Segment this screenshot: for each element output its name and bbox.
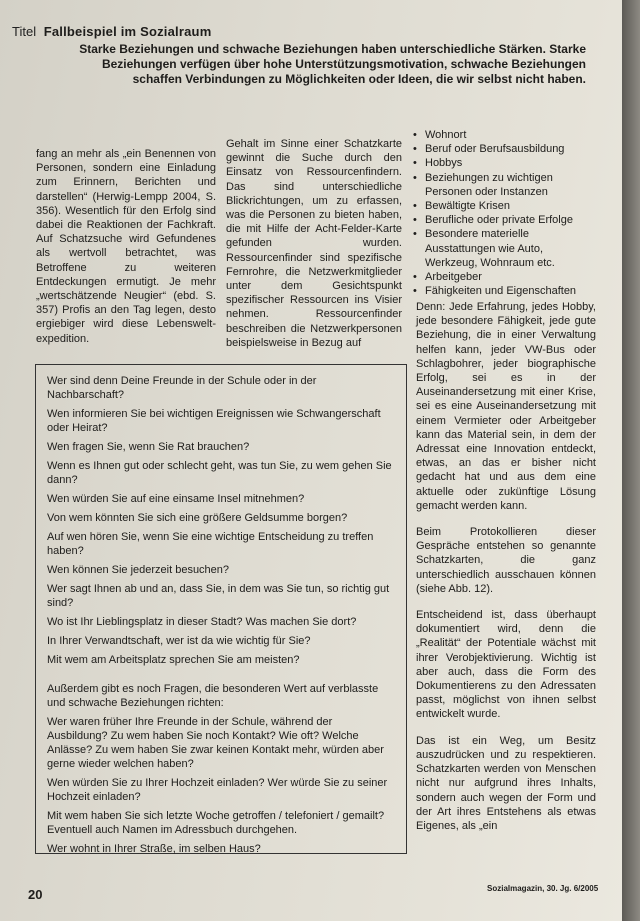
questions-box — [35, 364, 407, 854]
page-number: 20 — [28, 887, 43, 902]
list-item: • Beziehungen zu wichtigen Personen oder Instanzen — [413, 171, 596, 199]
question: Wen würden Sie auf eine einsame Insel mitnehmen? — [47, 493, 305, 505]
column-3-paragraph: Entscheidend ist, dass überhaupt dokumentiert wird, denn die „Realität“ der Potentiale wächst mit ihrer Verobjektivierung. Wichtig ist aber auch, dass die Form des Dokumentierens zu den Adressaten passt, möglichst von ihnen selbst entwickelt wurde. — [416, 609, 596, 721]
lead-paragraph: Starke Beziehungen und schwache Beziehungen haben unterschiedliche Stärken. Starke Beziehungen verfügen über hohe Unterstützungsmotivation, schwache Beziehungen schaffen Verbindungen zu Möglichkeiten oder Ideen, die wir selbst nicht haben. — [79, 42, 586, 86]
question: Wo ist Ihr Lieblingsplatz in dieser Stadt? Was machen Sie dort? — [47, 616, 357, 628]
column-3-paragraph: Beim Protokollieren dieser Gespräche entstehen so genannte Schatzkarten, die ganz unterschiedlich ausschauen können (siehe Abb. 12). — [416, 526, 596, 595]
page-title: Fallbeispiel im Sozialraum — [43, 24, 212, 39]
footer-source: Sozialmagazin, 30. Jg. 6/2005 — [487, 884, 599, 893]
question: Von wem könnten Sie sich eine größere Geldsumme borgen? — [47, 512, 348, 524]
question: Wer sagt Ihnen ab und an, dass Sie, in dem was Sie tun, so richtig gut sind? — [47, 583, 390, 609]
text-column-3 — [416, 300, 596, 845]
question: Wer wohnt in Ihrer Straße, im selben Haus? — [47, 843, 261, 855]
question: Wenn es Ihnen gut oder schlecht geht, was tun Sie, zu wem gehen Sie dann? — [47, 460, 392, 486]
list-item: • Besondere materielle Ausstattungen wie Auto, Werkzeug, Wohnraum etc. — [413, 227, 596, 270]
question: Wer sind denn Deine Freunde in der Schule oder in der Nachbarschaft? — [47, 375, 317, 401]
text-column-1 — [36, 147, 216, 346]
column-1-paragraph: fang an mehr als „ein Benennen von Personen, sondern eine Einladung zum Erinnern, Berichten und darstellen“ (Herwig-Lempp 2004, S. 356). Wesentlich für den Erfolg sind dabei die Reaktionen der Fachkraft. Auf Schatzsuche wird Gefundenes als wertvoll betrachtet, was Betroffene zu weiteren Entdeckungen ermutigt. Je mehr „wertschätzende Neugier“ (ebd. S. 357) Profis an den Tag legen, desto ergiebiger wird diese Lebenswelt-expedition. — [36, 148, 216, 345]
list-item: • Berufliche oder private Erfolge — [413, 213, 596, 227]
page-header — [12, 24, 211, 39]
list-item: • Hobbys — [413, 156, 596, 170]
column-3-paragraph: Das ist ein Weg, um Besitz auszudrücken und zu respektieren. Schatzkarten werden von Menschen nicht nur aufgrund ihres Inhalts, sondern auch wegen der Form und der Art ihres Entstehens als etwas Eigenes, als „ein — [416, 734, 596, 832]
column-2-paragraph: Gehalt im Sinne einer Schatzkarte gewinnt die Suche durch den Einsatz von Ressourcenfindern. Das sind unterschiedliche Blickrichtungen, um zu erfassen, was die Personen zu bieten haben, die mit Hilfe der Acht-Felder-Karte gefunden wurden. Ressourcenfinder sind spezifische Fernrohre, die Netzwerkmitglieder unter dem Gesichtspunkt spezifischer Ressourcen ins Visier nehmen. Ressourcenfinder beschreiben die Netzwerkpersonen beispielsweise in Bezug auf — [226, 138, 402, 349]
list-item: • Arbeitgeber — [413, 270, 596, 284]
spacer — [47, 672, 395, 682]
question: Mit wem am Arbeitsplatz sprechen Sie am meisten? — [47, 654, 300, 666]
column-3-paragraph: Denn: Jede Erfahrung, jedes Hobby, jede besondere Fähigkeit, jede gute Beziehung, die in einer Verwaltung helfen kann, jeder VW-Bus oder Schlagbohrer, jeder biographische Erfolg, sei es in der Auseinandersetzung mit einer Krise, sei es eine Auseinandersetzung mit einem Vermieter oder Arbeitgeber kann das Material sein, in dem der Adressat eine Innovation entdeckt, etwas, an das er bisher nicht gedacht hat und aus dem eine aktuelle oder zukünftige Lösung gemacht werden kann. — [416, 301, 596, 512]
question: In Ihrer Verwandtschaft, wer ist da wie wichtig für Sie? — [47, 635, 311, 647]
page-edge-shadow — [622, 0, 640, 921]
section-label: Titel — [12, 24, 37, 39]
list-item: • Beruf oder Berufsausbildung — [413, 142, 596, 156]
text-column-2 — [226, 137, 402, 350]
questions-list — [47, 374, 395, 861]
question-intro: Außerdem gibt es noch Fragen, die besonderen Wert auf verblasste und schwache Beziehungen richten: — [47, 683, 379, 709]
question: Wer waren früher Ihre Freunde in der Schule, während der Ausbildung? Zu wem haben Sie noch Kontakt? Wie oft? Welche Anlässe? Zu wem haben Sie zwar keinen Kontakt mehr, würden aber gerne wieder welchen haben? — [47, 716, 384, 770]
list-item: • Wohnort — [413, 128, 596, 142]
question: Auf wen hören Sie, wenn Sie eine wichtige Entscheidung zu treffen haben? — [47, 531, 374, 557]
question: Wen würden Sie zu Ihrer Hochzeit einladen? Wer würde Sie zu seiner Hochzeit einladen? — [47, 777, 388, 803]
resource-list — [413, 128, 596, 298]
question: Mit wem haben Sie sich letzte Woche getroffen / telefoniert / gemailt? Eventuell auch Namen im Adressbuch durchgehen. — [47, 810, 385, 836]
question: Wen fragen Sie, wenn Sie Rat brauchen? — [47, 441, 250, 453]
list-item: • Fähigkeiten und Eigenschaften — [413, 284, 596, 298]
question: Wen können Sie jederzeit besuchen? — [47, 564, 230, 576]
question: Wen informieren Sie bei wichtigen Ereignissen wie Schwangerschaft oder Heirat? — [47, 408, 381, 434]
list-item: • Bewältigte Krisen — [413, 199, 596, 213]
